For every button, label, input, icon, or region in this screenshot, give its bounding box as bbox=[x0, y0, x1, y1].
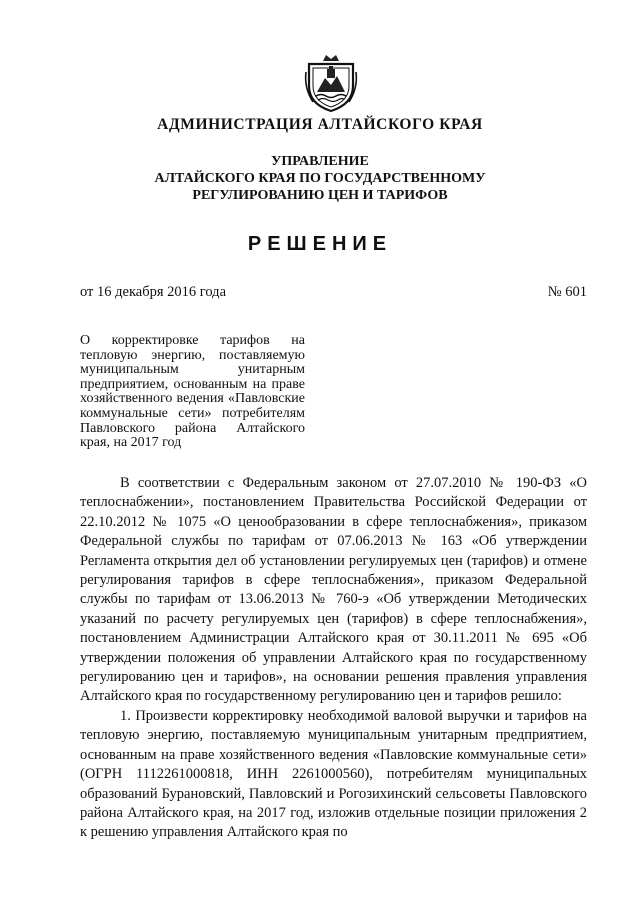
document-body bbox=[80, 474, 587, 843]
department-line-3: РЕГУЛИРОВАНИЮ ЦЕН И ТАРИФОВ bbox=[192, 188, 448, 203]
document-subject: О корректировке тарифов на тепловую энергию, поставляемую муниципальным унитарным предприятием, основанным на праве хозяйственного ведения «Павловские коммунальные сети» потребителям Павловского района Алтайского края, на 2017 год bbox=[80, 333, 305, 451]
body-paragraph-2: 1. Произвести корректировку необходимой валовой выручки и тарифов на тепловую энергию, поставляемую муниципальным унитарным предприятием, основанным на праве хозяйственного ведения «Павловские коммунальные сети» (ОГРН 1112261000818, ИНН 2261000560), потребителям муниципальных образований Бурановский, Павловский и Рогозихинский сельсоветы Павловского района Алтайского края, на 2017 год, изложив отдельные позиции приложения 2 к решению управления Алтайского края по bbox=[80, 707, 587, 841]
department-name bbox=[0, 153, 640, 204]
body-paragraph-1: В соответствии с Федеральным законом от 27.07.2010 № 190-ФЗ «О теплоснабжении», постановлением Правительства Российской Федерации от 22.10.2012 № 1075 «О ценообразовании в сфере теплоснабжения», приказом Федеральной службы по тарифам от 07.06.2013 № 163 «Об утверждении Регламента открытия дел об установлении регулируемых цен (тарифов) и отмене регулирования тарифов в сфере теплоснабжения», приказом Федеральной службы по тарифам от 13.06.2013 № 760-э «Об утверждении Методических указаний по расчету регулируемых цен (тарифов) в сфере теплоснабжения», постановлением Администрации Алтайского края от 30.11.2011 № 695 «Об утверждении положения об управлении Алтайского края по государственному регулированию цен и тарифов», на основании решения правления управления Алтайского края по государственному регулированию цен и тарифов решило: bbox=[80, 475, 587, 705]
department-line-2: АЛТАЙСКОГО КРАЯ ПО ГОСУДАРСТВЕННОМУ bbox=[154, 171, 486, 186]
coat-of-arms-icon bbox=[303, 52, 359, 114]
document-number: № 601 bbox=[547, 284, 587, 300]
department-line-1: УПРАВЛЕНИЕ bbox=[271, 154, 369, 169]
document-title: РЕШЕНИЕ bbox=[247, 233, 393, 255]
administration-name: АДМИНИСТРАЦИЯ АЛТАЙСКОГО КРАЯ bbox=[157, 116, 483, 133]
document-date: от 16 декабря 2016 года bbox=[80, 284, 226, 300]
